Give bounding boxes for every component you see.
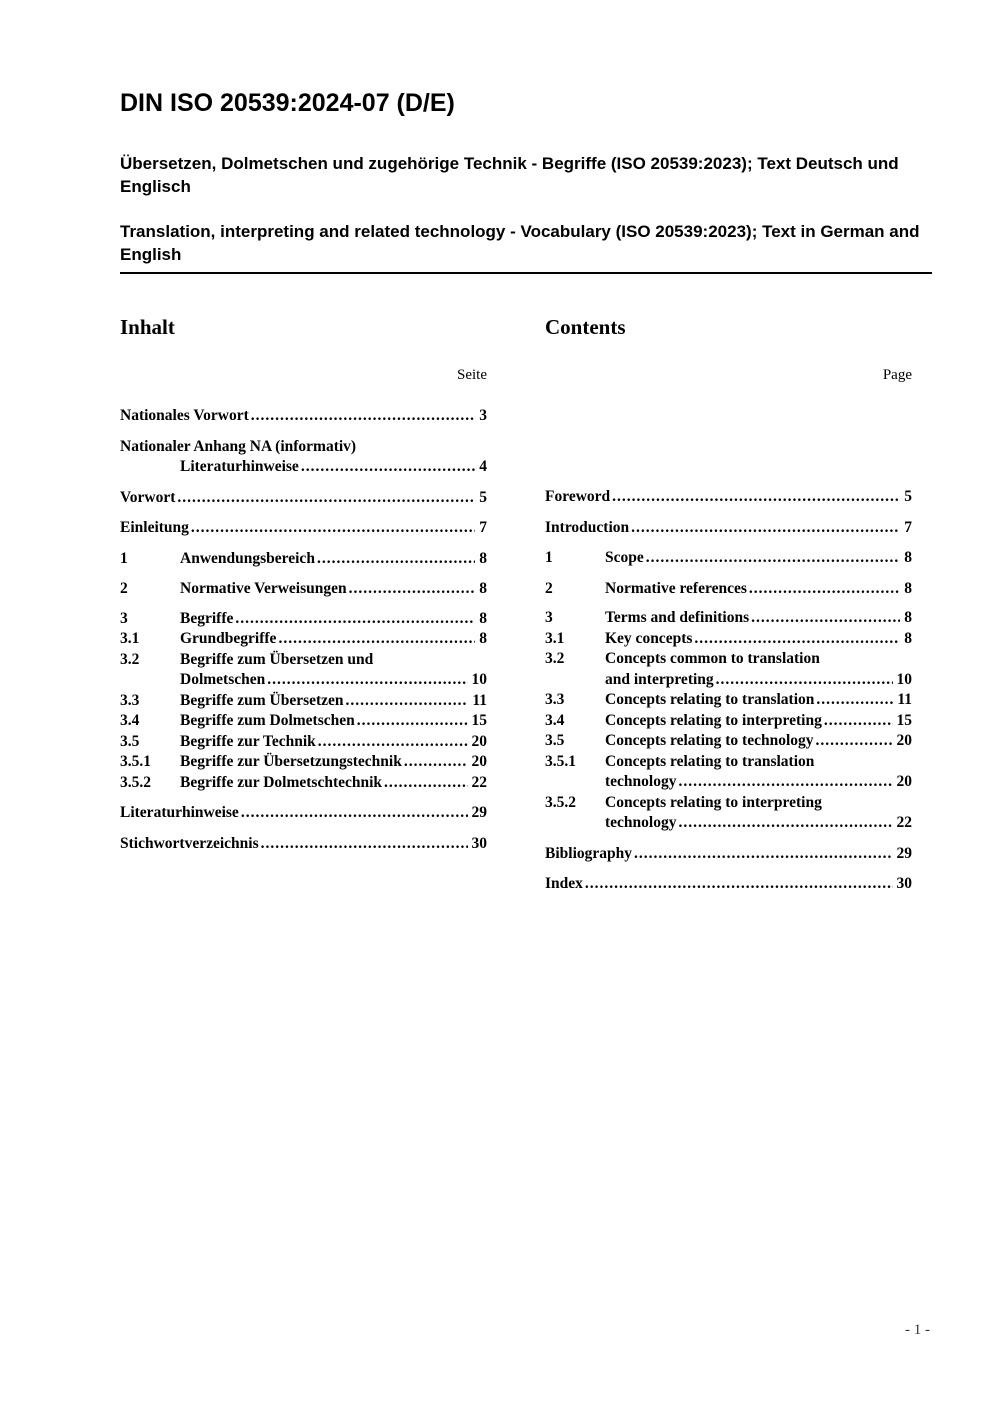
dot-leader [585, 874, 893, 895]
toc-entry-number: 3.3 [545, 691, 565, 708]
toc-entry [120, 691, 487, 712]
dot-leader [716, 670, 893, 691]
dot-leader [261, 834, 468, 855]
toc-line [120, 609, 487, 630]
toc-entry-title: Begriffe zur Dolmetschtechnik [180, 773, 383, 791]
toc-line [545, 629, 912, 650]
toc-line [545, 518, 912, 539]
toc-line [120, 549, 487, 570]
toc-entry-page: 15 [471, 712, 487, 729]
dot-leader [634, 844, 893, 865]
toc-entry-page: 20 [896, 773, 912, 790]
toc-entry [545, 731, 912, 752]
toc-entry-title: Introduction [545, 518, 630, 536]
toc-entry-page: 8 [479, 630, 487, 647]
toc-line [545, 670, 912, 691]
toc-entry-number: 3 [120, 609, 128, 627]
toc-line [120, 803, 487, 824]
toc-entry-number: 3.4 [545, 711, 565, 729]
toc-line [545, 813, 912, 834]
toc-entry [120, 579, 487, 600]
toc-entry [545, 608, 912, 629]
table-of-contents [120, 314, 932, 895]
toc-line [120, 650, 487, 671]
toc-line [120, 488, 487, 509]
dot-leader [235, 609, 475, 630]
toc-entry-title: Einleitung [120, 519, 189, 536]
dot-leader [751, 608, 900, 629]
toc-entry [120, 549, 487, 570]
toc-entry-title: Concepts relating to translation [605, 752, 815, 770]
toc-entry [545, 548, 912, 569]
toc-line [545, 731, 912, 752]
toc-entry [545, 690, 912, 711]
toc-entries-de [120, 406, 487, 854]
toc-entry-number: 1 [120, 549, 128, 567]
toc-entry [120, 732, 487, 753]
toc-entry-title: Normative Verweisungen [180, 580, 347, 597]
toc-entry [120, 609, 487, 630]
dot-leader [278, 629, 475, 650]
toc-entry-page: 8 [904, 549, 912, 566]
toc-entry-page: 10 [896, 670, 912, 688]
seite-label: Seite [457, 367, 487, 383]
toc-line [120, 773, 487, 794]
toc-entry-number: 3.3 [120, 691, 140, 709]
page-number: - 1 - [905, 1322, 930, 1338]
toc-line [120, 752, 487, 773]
toc-entry [120, 834, 487, 855]
toc-line [120, 732, 487, 753]
toc-entry [545, 752, 912, 793]
toc-german [120, 314, 487, 895]
toc-entry-title: Foreword [545, 488, 611, 505]
toc-entry [120, 518, 487, 539]
dot-leader [612, 487, 900, 508]
toc-line [120, 691, 487, 712]
toc-entry-page: 8 [479, 549, 487, 567]
dot-leader [816, 690, 893, 711]
toc-entry-title: Normative references [605, 579, 747, 597]
toc-entry-title: technology [605, 773, 677, 790]
toc-line [120, 711, 487, 732]
toc-entry-title: Terms and definitions [605, 609, 750, 626]
toc-entry-title: Begriffe zur Technik [180, 732, 316, 750]
toc-entry-number: 3.4 [120, 712, 140, 729]
toc-entry [545, 793, 912, 834]
toc-entry [120, 773, 487, 794]
toc-entry-page: 11 [472, 691, 487, 709]
toc-entry-page: 7 [904, 518, 912, 536]
toc-entry-page: 20 [471, 732, 487, 750]
toc-line [545, 793, 912, 814]
toc-entry-title: Begriffe [180, 609, 234, 627]
toc-entry-number: 3.5.2 [545, 793, 576, 811]
toc-entry [545, 629, 912, 650]
toc-entry-title: Vorwort [120, 488, 176, 506]
toc-entry-number: 3.5.1 [545, 752, 576, 770]
toc-entry-number: 3.5 [120, 732, 140, 750]
toc-entry-number: 3.5 [545, 732, 565, 749]
toc-entry [545, 711, 912, 732]
toc-entry [120, 803, 487, 824]
toc-entry-title: Anwendungsbereich [180, 549, 315, 567]
toc-entry-number: 2 [120, 580, 128, 597]
dot-leader [404, 752, 468, 773]
toc-entry [120, 711, 487, 732]
toc-line [545, 579, 912, 600]
toc-line [120, 457, 487, 478]
toc-entry [545, 518, 912, 539]
toc-entry [545, 649, 912, 690]
toc-entry [120, 650, 487, 691]
dot-leader [318, 732, 468, 753]
toc-entry-title: Grundbegriffe [180, 630, 277, 647]
toc-entry-number: 2 [545, 579, 553, 597]
toc-entry [545, 844, 912, 865]
dot-leader [301, 457, 475, 478]
toc-line [120, 579, 487, 600]
toc-entry-title: Literaturhinweise [180, 458, 299, 475]
toc-entry-title: Index [545, 875, 583, 892]
toc-entry [545, 579, 912, 600]
toc-entry-page: 8 [904, 579, 912, 597]
toc-entry [120, 629, 487, 650]
toc-line [545, 711, 912, 732]
dot-leader [349, 579, 476, 600]
toc-english [545, 314, 912, 895]
toc-entry-number: 3.5.1 [120, 753, 151, 770]
toc-line [545, 874, 912, 895]
page-label: Page [882, 367, 912, 383]
toc-entry-title: Begriffe zum Dolmetschen [180, 712, 355, 729]
toc-entry-title: Nationaler Anhang NA (informativ) [120, 437, 357, 455]
toc-entry-page: 3 [479, 407, 487, 424]
toc-entry [120, 488, 487, 509]
dot-leader [631, 518, 900, 539]
toc-line [120, 437, 487, 458]
toc-entry-page: 30 [471, 834, 487, 852]
toc-line [545, 690, 912, 711]
toc-line [545, 772, 912, 793]
toc-line [120, 518, 487, 539]
toc-entry-title: Stichwortverzeichnis [120, 834, 259, 852]
toc-entry-page: 15 [896, 711, 912, 729]
toc-entry-number: 3.5.2 [120, 773, 151, 791]
toc-entry [545, 874, 912, 895]
document-header [120, 88, 932, 274]
toc-entry-title: Begriffe zum Übersetzen [180, 691, 344, 709]
dot-leader [646, 548, 901, 569]
dot-leader [816, 731, 893, 752]
toc-entry-page: 5 [479, 488, 487, 506]
toc-entry-page: 8 [479, 580, 487, 597]
toc-entry-title: Key concepts [605, 629, 693, 647]
inhalt-heading: Inhalt [120, 315, 175, 339]
dot-leader [824, 711, 893, 732]
toc-line [120, 670, 487, 691]
toc-line [545, 487, 912, 508]
toc-entry-title: Nationales Vorwort [120, 407, 249, 424]
toc-entry-number: 1 [545, 549, 553, 566]
toc-entry-number: 3.1 [120, 630, 140, 647]
dot-leader [346, 691, 469, 712]
toc-entry-page: 4 [479, 458, 487, 475]
toc-entry-title: Concepts relating to translation [605, 691, 815, 708]
toc-entry-title: Begriffe zum Übersetzen und [180, 650, 374, 668]
toc-entry [120, 406, 487, 427]
dot-leader [317, 549, 475, 570]
document-title-german: Übersetzen, Dolmetschen und zugehörige Technik - Begriffe (ISO 20539:2023); Text Deutsch und Englisch [120, 154, 899, 196]
toc-line [545, 752, 912, 773]
contents-heading: Contents [545, 315, 626, 339]
dot-leader [267, 670, 467, 691]
toc-entry-page: 8 [904, 609, 912, 626]
toc-entry-page: 30 [896, 875, 912, 892]
toc-entries-en [545, 487, 912, 895]
toc-entry-page: 11 [897, 691, 912, 708]
dot-leader [678, 772, 892, 793]
toc-entry-title: Scope [605, 549, 644, 566]
toc-line [120, 629, 487, 650]
toc-entry-title: Bibliography [545, 844, 632, 862]
toc-line [120, 406, 487, 427]
dot-leader [191, 518, 475, 539]
toc-entry-page: 20 [896, 732, 912, 749]
document-number: DIN ISO 20539:2024-07 (D/E) [120, 89, 455, 117]
toc-entry-page: 8 [904, 629, 912, 647]
toc-entry-page: 20 [471, 753, 487, 770]
toc-entry-page: 7 [479, 519, 487, 536]
dot-leader [694, 629, 900, 650]
toc-entry-page: 22 [896, 814, 912, 831]
toc-entry-title: Concepts relating to interpreting [605, 711, 822, 729]
toc-line [120, 834, 487, 855]
toc-entry-page: 5 [904, 488, 912, 505]
toc-entry-number: 3 [545, 609, 553, 626]
toc-line [545, 649, 912, 670]
toc-entry-number: 3.2 [120, 650, 140, 668]
toc-entry-title: Begriffe zur Übersetzungstechnik [180, 753, 402, 770]
dot-leader [384, 773, 467, 794]
dot-leader [678, 813, 892, 834]
toc-entry [120, 437, 487, 478]
toc-entry [120, 752, 487, 773]
toc-entry-title: Concepts common to translation [605, 650, 820, 667]
dot-leader [749, 579, 900, 600]
toc-entry-page: 10 [471, 671, 487, 688]
toc-entry-page: 22 [471, 773, 487, 791]
dot-leader [241, 803, 468, 824]
toc-entry-page: 8 [479, 609, 487, 627]
toc-entry-title: Concepts relating to interpreting [605, 793, 822, 811]
toc-entry-title: and interpreting [605, 670, 714, 688]
toc-entry [545, 487, 912, 508]
toc-line [545, 844, 912, 865]
toc-entry-page: 29 [896, 844, 912, 862]
toc-entry-title: technology [605, 814, 677, 831]
toc-entry-title: Dolmetschen [180, 671, 266, 688]
toc-entry-title: Concepts relating to technology [605, 732, 814, 749]
toc-line [545, 548, 912, 569]
dot-leader [177, 488, 475, 509]
toc-line [545, 608, 912, 629]
toc-entry-page: 29 [471, 804, 487, 821]
document-title-english: Translation, interpreting and related technology - Vocabulary (ISO 20539:2023); Text in German and English [120, 220, 932, 274]
dot-leader [251, 406, 476, 427]
toc-entry-number: 3.1 [545, 629, 565, 647]
toc-entry-number: 3.2 [545, 650, 565, 667]
dot-leader [357, 711, 468, 732]
toc-entry-title: Literaturhinweise [120, 804, 239, 821]
